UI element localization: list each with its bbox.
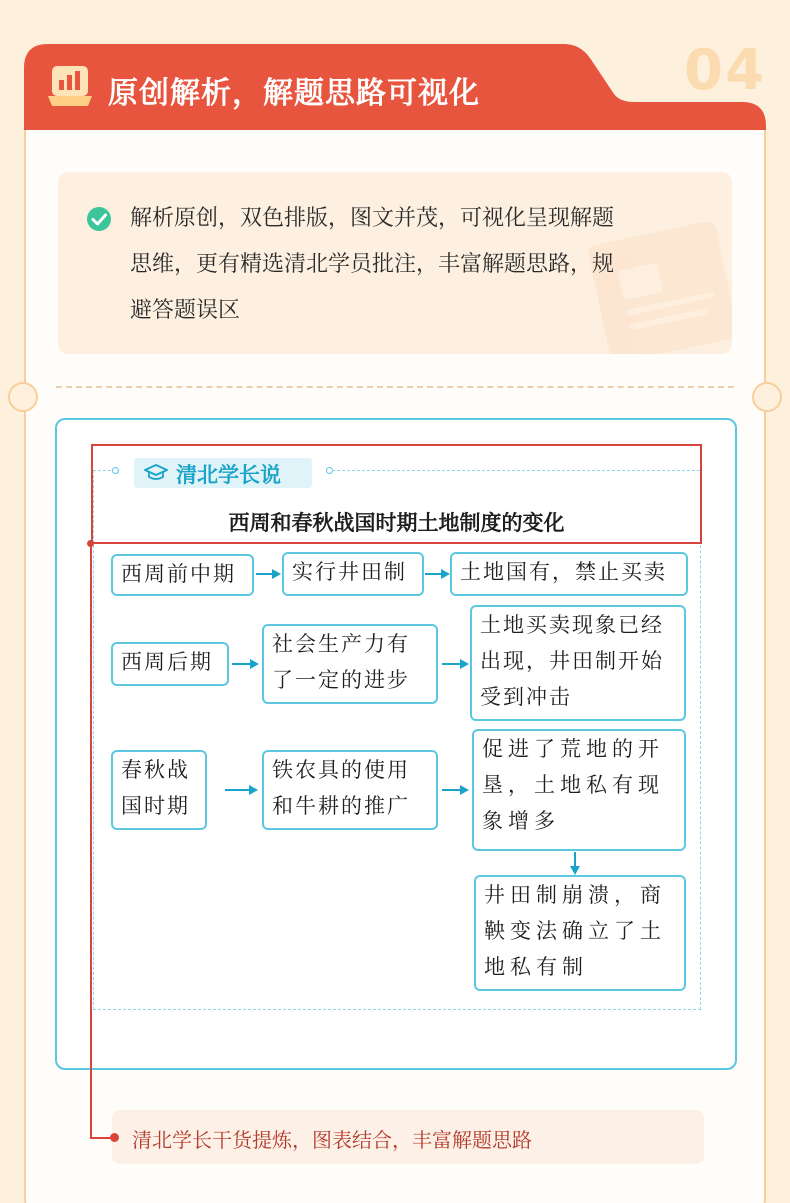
note-text: 清北学长干货提炼，图表结合，丰富解题思路 (132, 1128, 532, 1152)
node-result: 促进了荒地的开 垦，土地私有现 象增多 (472, 729, 686, 851)
node-step: 社会生产力有 了一定的进步 (262, 624, 438, 704)
card-notch-left (8, 382, 38, 412)
arrow-right-icon (425, 566, 451, 582)
check-circle-icon (86, 206, 112, 232)
arrow-right-icon (442, 656, 470, 672)
node-step: 实行井田制 (282, 552, 424, 596)
feature-box (58, 172, 732, 354)
node-result: 土地国有，禁止买卖 (450, 552, 688, 596)
page-title: 原创解析，解题思路可视化 (108, 76, 480, 111)
feature-line: 解析原创，双色排版，图文并茂，可视化呈现解题 (130, 206, 615, 231)
feature-line: 避答题误区 (130, 298, 241, 323)
arrow-right-icon (442, 782, 470, 798)
feature-description (130, 196, 710, 334)
arrow-right-icon (256, 566, 282, 582)
arrow-down-icon (567, 852, 583, 876)
feature-line: 思维，更有精选清北学员批注，丰富解题思路，规 (130, 252, 615, 277)
dashed-divider (56, 386, 734, 388)
node-final: 井田制崩溃，商 鞅变法确立了土 地私有制 (474, 875, 686, 991)
arrow-right-icon (225, 782, 259, 798)
node-period: 西周前中期 (111, 554, 254, 596)
section-number: 04 (684, 38, 766, 103)
node-step: 铁农具的使用 和牛耕的推广 (262, 750, 438, 830)
node-period: 西周后期 (111, 642, 229, 686)
chart-book-icon (46, 64, 94, 108)
bracket-dot (110, 1133, 119, 1142)
card-notch-right (752, 382, 782, 412)
graduation-cap-icon (144, 463, 168, 483)
node-period: 春秋战 国时期 (111, 750, 207, 830)
diagram-title: 西周和春秋战国时期土地制度的变化 (228, 511, 565, 535)
arrow-right-icon (232, 656, 260, 672)
tag-label: 清北学长说 (176, 463, 281, 487)
annotation-bracket (90, 544, 92, 1138)
node-result: 土地买卖现象已经 出现，井田制开始 受到冲击 (470, 605, 686, 721)
